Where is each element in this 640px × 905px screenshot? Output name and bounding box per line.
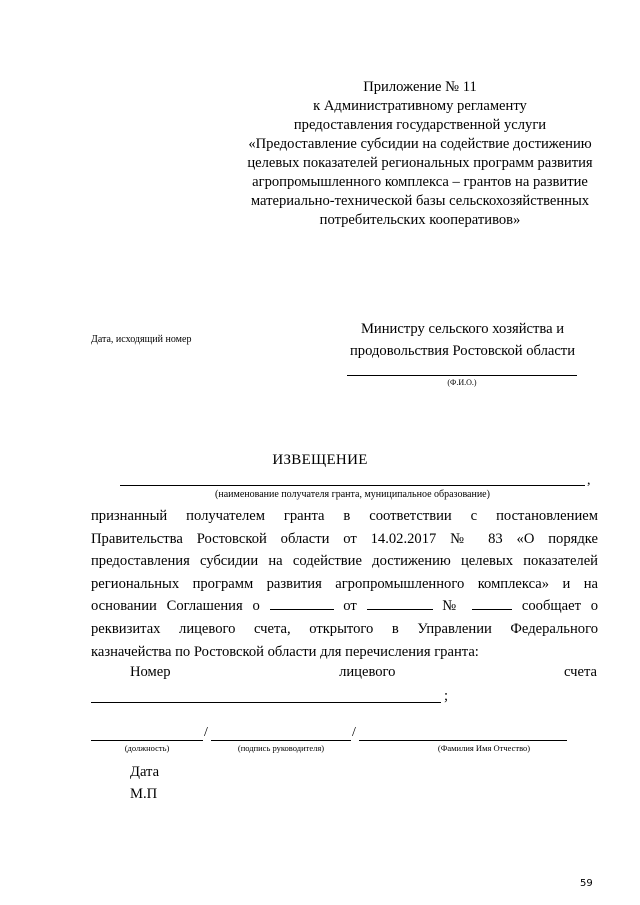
appendix-line: предоставления государственной услуги [293,117,547,133]
account-number-underline [91,702,441,703]
appendix-line: целевых показателей региональных программ развития [247,155,593,171]
account-word: счета [563,664,597,680]
appendix-line: потребительских кооперативов» [319,212,521,228]
fio-underline [347,375,577,376]
account-number-row [130,664,597,681]
addressee-line: продовольствия Ростовской области [350,343,575,359]
appendix-line: к Административному регламенту [313,98,527,114]
stamp-place-label: М.П [130,786,158,802]
signature-underline [211,740,351,741]
appendix-line: материально-технической базы сельскохозяйственных [250,193,590,209]
date-outgoing-number-label: Дата, исходящий номер [91,334,192,345]
appendix-line: Приложение № 11 [363,79,477,95]
fio-caption: (Ф.И.О.) [447,378,477,387]
agreement-no-blank [472,597,512,610]
page-number: 59 [580,878,593,889]
body-line-agreement [91,595,598,618]
recipient-caption: (наименование получателя гранта, муниципальное образование) [215,489,490,500]
agreement-text: основании Соглашения о [91,598,260,615]
date-label: Дата [130,764,160,780]
addressee-block [330,318,595,362]
agreement-number-blank [270,597,334,610]
notice-body [91,505,598,663]
appendix-header [230,78,610,230]
body-line: казначейства по Ростовской области для перечисления гранта: [91,643,479,660]
account-semicolon: ; [444,688,449,704]
position-caption: (должность) [124,743,170,753]
account-word: лицевого [339,664,396,680]
account-word: Номер [130,664,171,680]
signature-caption: (подпись руководителя) [237,743,325,753]
document-title: ИЗВЕЩЕНИЕ [272,452,368,468]
fullname-underline [359,740,567,741]
agreement-date-blank [367,597,433,610]
addressee-line: Министру сельского хозяйства и [360,321,565,337]
body-line: признанный получателем гранта в соответствии с постановлением [91,508,598,524]
signature-slash: / [204,725,208,740]
recipient-comma: , [587,473,591,488]
position-underline [91,740,203,741]
from-text: от [343,598,357,615]
appendix-line: «Предоставление субсидии на содействие достижению [248,136,592,152]
appendix-line: агропромышленного комплекса – грантов на развитие [252,174,588,190]
recipient-underline [120,485,585,486]
body-line: реквизитах лицевого счета, открытого в Управлении Федерального [91,620,598,637]
number-sign-text: № [442,598,463,615]
informs-text: сообщает о [521,598,598,615]
body-line: региональных программ развития агропромышленного комплекса» и на [91,575,598,592]
signature-slash: / [352,725,356,740]
body-line: предоставления субсидии на содействие достижению целевых показателей [91,553,598,570]
fullname-caption: (Фамилия Имя Отчество) [437,743,531,753]
body-line: Правительства Ростовской области от 14.02.2017 № 83 «О порядке [91,530,598,547]
